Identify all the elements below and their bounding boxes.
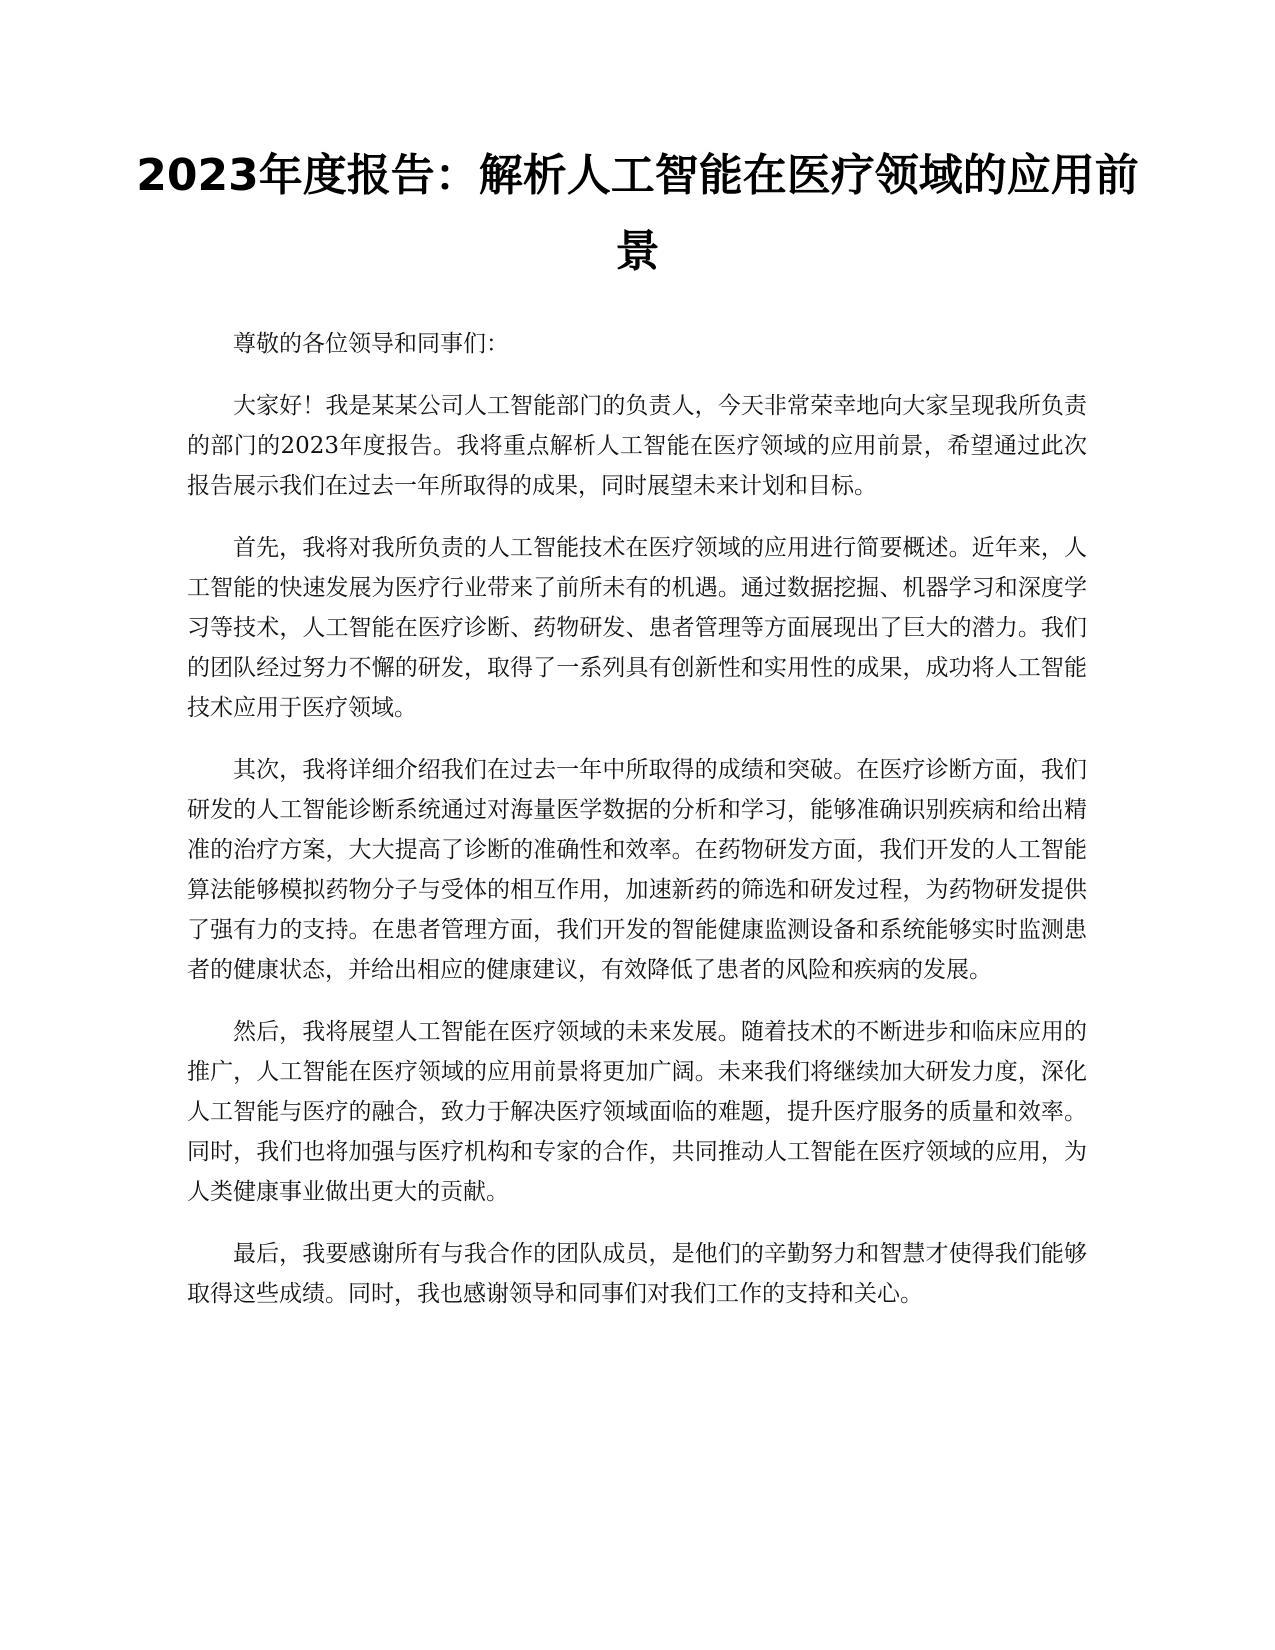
body-paragraph-overview: 首先，我将对我所负责的人工智能技术在医疗领域的应用进行简要概述。近年来，人工智能的快速发展为医疗行业带来了前所未有的机遇。通过数据挖掘、机器学习和深度学习等技术，人工智能在医疗诊断、药物研发、患者管理等方面展现出了巨大的潜力。我们的团队经过努力不懈的研发，取得了一系列具有创新性和实用性的成果，成功将人工智能技术应用于医疗领域。 — [187, 535, 1087, 721]
body-paragraph-achievements: 其次，我将详细介绍我们在过去一年中所取得的成绩和突破。在医疗诊断方面，我们研发的人工智能诊断系统通过对海量医学数据的分析和学习，能够准确识别疾病和给出精准的治疗方案，大大提高了诊断的准确性和效率。在药物研发方面，我们开发的人工智能算法能够模拟药物分子与受体的相互作用，加速新药的筛选和研发过程，为药物研发提供了强有力的支持。在患者管理方面，我们开发的智能健康监测设备和系统能够实时监测患者的健康状态，并给出相应的健康建议，有效降低了患者的风险和疾病的发展。 — [187, 757, 1087, 983]
body-paragraph-thanks: 最后，我要感谢所有与我合作的团队成员，是他们的辛勤努力和智慧才使得我们能够取得这些成绩。同时，我也感谢领导和同事们对我们工作的支持和关心。 — [187, 1241, 1087, 1307]
document-title: 2023年度报告：解析人工智能在医疗领域的应用前景 — [136, 150, 1139, 277]
body-paragraph-outlook: 然后，我将展望人工智能在医疗领域的未来发展。随着技术的不断进步和临床应用的推广，人工智能在医疗领域的应用前景将更加广阔。未来我们将继续加大研发力度，深化人工智能与医疗的融合，致力于解决医疗领域面临的难题，提升医疗服务的质量和效率。同时，我们也将加强与医疗机构和专家的合作，共同推动人工智能在医疗领域的应用，为人类健康事业做出更大的贡献。 — [187, 1019, 1087, 1205]
document-body — [187, 324, 1087, 1336]
greeting-paragraph: 尊敬的各位领导和同事们： — [233, 331, 509, 357]
body-paragraph-introduction: 大家好！我是某某公司人工智能部门的负责人，今天非常荣幸地向大家呈现我所负责的部门的2023年度报告。我将重点解析人工智能在医疗领域的应用前景，希望通过此次报告展示我们在过去一年所取得的成果，同时展望未来计划和目标。 — [187, 393, 1087, 499]
